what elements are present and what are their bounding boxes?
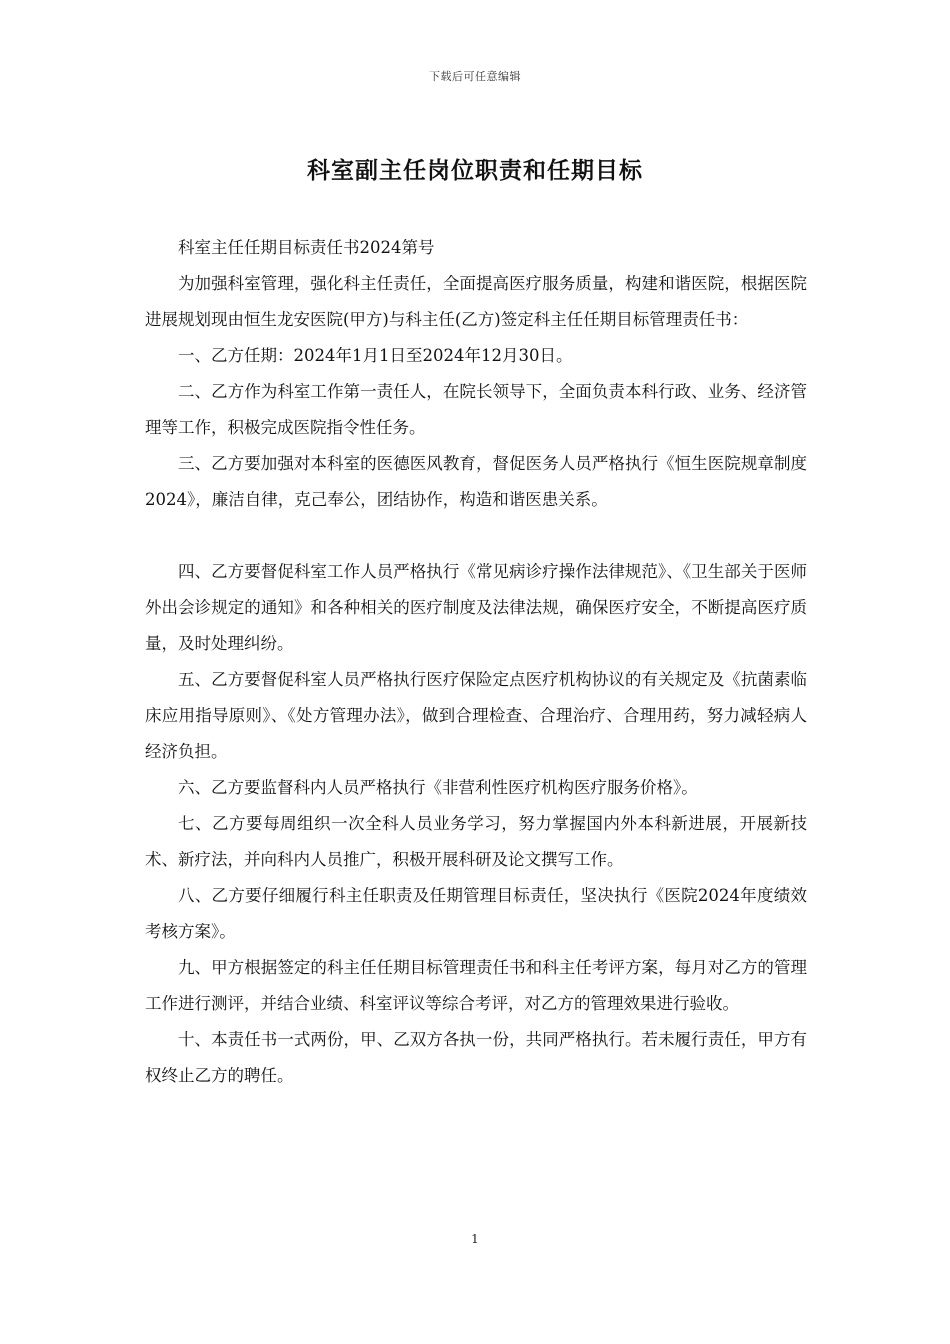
paragraph-copies: 十、本责任书一式两份，甲、乙双方各执一份，共同严格执行。若未履行责任，甲方有权终止乙方的聘任。 (145, 1030, 807, 1085)
paragraph-preamble: 为加强科室管理，强化科主任责任，全面提高医疗服务质量，构建和谐医院，根据医院进展规划现由恒生龙安医院(甲方)与科主任(乙方)签定科主任任期目标管理责任书： (145, 274, 807, 329)
header-note: 下载后可任意编辑 (429, 70, 521, 83)
paragraph-medical-safety: 四、乙方要督促科室工作人员严格执行《常见病诊疗操作法律规范》、《卫生部关于医师外出会诊规定的通知》和各种相关的医疗制度及法律法规，确保医疗安全，不断提高医疗质量，及时处理纠纷。 (145, 562, 807, 653)
paragraph-training: 七、乙方要每周组织一次全科人员业务学习，努力掌握国内外本科新进展，开展新技术、新疗法，并向科内人员推广，积极开展科研及论文撰写工作。 (145, 814, 807, 869)
paragraph-evaluation: 九、甲方根据签定的科主任任期目标管理责任书和科主任考评方案，每月对乙方的管理工作进行测评，并结合业绩、科室评议等综合考评，对乙方的管理效果进行验收。 (145, 958, 807, 1013)
paragraph-pricing: 六、乙方要监督科内人员严格执行《非营利性医疗机构医疗服务价格》。 (178, 778, 698, 797)
paragraph-performance: 八、乙方要仔细履行科主任职责及任期管理目标责任，坚决执行《医院2024年度绩效考核方案》。 (145, 886, 807, 941)
paragraph-responsibility: 二、乙方作为科室工作第一责任人，在院长领导下，全面负责本科行政、业务、经济管理等工作，积极完成医院指令性任务。 (145, 382, 807, 437)
paragraph-reference-number: 科室主任任期目标责任书2024第号 (178, 238, 435, 257)
document-title: 科室副主任岗位职责和任期目标 (307, 157, 643, 184)
paragraph-ethics: 三、乙方要加强对本科室的医德医风教育，督促医务人员严格执行《恒生医院规章制度2024》，廉洁自律，克己奉公，团结协作，构造和谐医患关系。 (145, 454, 807, 509)
document-body (145, 230, 807, 1094)
paragraph-term: 一、乙方任期：2024年1月1日至2024年12月30日。 (178, 346, 573, 365)
paragraph-insurance-rules: 五、乙方要督促科室人员严格执行医疗保险定点医疗机构协议的有关规定及《抗菌素临床应用指导原则》、《处方管理办法》，做到合理检查、合理治疗、合理用药，努力减轻病人经济负担。 (145, 670, 807, 761)
page-number: 1 (471, 1232, 479, 1246)
